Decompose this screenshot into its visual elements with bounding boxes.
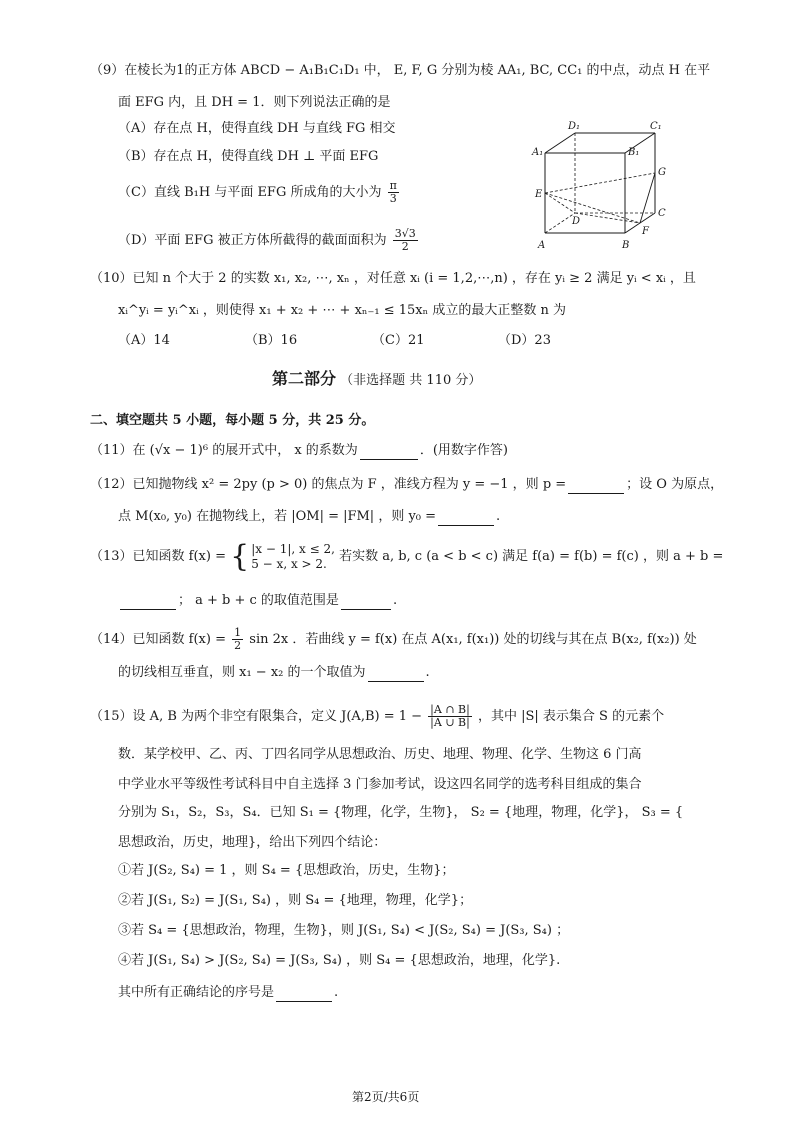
q15-line2: 数．某学校甲、乙、丙、丁四名同学从思想政治、历史、地理、物理、化学、生物这 6 门高	[118, 747, 642, 762]
q12-line1	[90, 476, 723, 494]
line-g-f	[640, 173, 655, 223]
label-b1: B₁	[628, 147, 640, 158]
line-d-f	[575, 213, 640, 223]
part-two-heading	[272, 370, 481, 390]
q12-line1-before: （12）已知抛物线 x² = 2py (p > 0) 的焦点为 F ，准线方程为 y = −1 ，则 p =	[90, 477, 567, 492]
q15-line1	[90, 702, 664, 732]
q13-line2-mid: ； a + b + c 的取值范围是	[178, 593, 339, 608]
edge-a-d-hidden	[545, 213, 575, 233]
line-e-d	[545, 193, 575, 213]
q14-answer-blank[interactable]	[368, 667, 424, 682]
q9-option-d-text: （D）平面 EFG 被正方体所截得的截面面积为	[118, 233, 387, 248]
q15-final-before: 其中所有正确结论的序号是	[118, 985, 275, 1000]
q15-conclusion-1: ①若 J(S₂, S₄) = 1 ，则 S₄ = {思想政治，历史，生物}；	[118, 863, 455, 878]
q14-line1	[90, 626, 697, 654]
q10-option-d: （D）23	[498, 333, 551, 348]
label-e: E	[535, 189, 543, 200]
fill-in-section-header: 二、填空题共 5 小题，每小题 5 分，共 25 分。	[90, 413, 375, 428]
q9-option-d	[118, 228, 420, 253]
q15-final-after: .	[334, 985, 339, 1000]
q14-line2-before: 的切线相互垂直，则 x₁ − x₂ 的一个取值为	[118, 665, 366, 680]
q11-text-before: （11）在 (√x − 1)⁶ 的展开式中， x 的系数为	[90, 443, 358, 458]
q13-blank-range[interactable]	[341, 595, 391, 610]
q14-numerator: 1	[234, 626, 242, 639]
q15-suffix: ，其中 |S| 表示集合 S 的元素个	[477, 709, 665, 724]
q14-prefix: （14）已知函数 f(x) =	[90, 632, 226, 647]
q12-line2-before: 点 M(x₀, y₀) 在抛物线上，若 |OM| = |FM| ，则 y₀ =	[118, 509, 437, 524]
q10-stem-line1: （10）已知 n 个大于 2 的实数 x₁, x₂, ⋯, xₙ ，对任意 xᵢ (i = 1,2,⋯,n) ，存在 yᵢ ≥ 2 满足 yᵢ < xᵢ ，且	[90, 271, 696, 286]
q15-answer-blank[interactable]	[276, 987, 332, 1002]
part-two-title: 第二部分	[272, 369, 337, 388]
q11-answer-blank[interactable]	[360, 445, 418, 460]
q15-final	[118, 984, 338, 1002]
label-a1: A₁	[532, 147, 544, 158]
line-e-g	[545, 173, 655, 193]
label-c1: C₁	[650, 121, 662, 132]
cube-figure	[530, 118, 680, 258]
q13-line2-end: .	[392, 593, 398, 608]
q12-line2-after: .	[496, 509, 501, 524]
q9-option-c-fraction	[388, 180, 399, 205]
q9-option-a: （A）存在点 H，使得直线 DH 与直线 FG 相交	[118, 121, 396, 136]
q15-conclusion-3: ③若 S₄ = {思想政治，物理，生物}，则 J(S₁, S₄) < J(S₂, S₄) = J(S₃, S₄) ；	[118, 923, 570, 938]
q11	[90, 442, 508, 460]
q15-line5: 思想政治，历史，地理}，给出下列四个结论：	[118, 835, 387, 850]
q13-case2: 5 − x, x > 2.	[251, 556, 327, 571]
label-a: A	[538, 240, 546, 251]
label-g: G	[658, 167, 666, 178]
q14-fraction	[232, 627, 243, 652]
label-b: B	[622, 240, 630, 251]
q10-option-c: （C）21	[372, 333, 425, 348]
q9-option-c-denominator: 3	[389, 192, 397, 205]
q9-option-b: （B）存在点 H，使得直线 DH ⊥ 平面 EFG	[118, 149, 379, 164]
q15-conclusion-2: ②若 J(S₁, S₂) = J(S₁, S₄) ，则 S₄ = {地理，物理，化学}；	[118, 893, 473, 908]
q11-text-after: ．(用数字作答)	[419, 443, 508, 458]
q15-denominator: |A ∪ B|	[430, 716, 470, 729]
q14-line2-after: .	[425, 665, 430, 680]
q15-line3: 中学业水平等级性考试科目中自主选择 3 门参加考试，设这四名同学的选考科目组成的集合	[118, 777, 642, 792]
line-e-f	[545, 193, 640, 223]
q9-option-d-fraction	[393, 228, 418, 253]
q9-option-c	[118, 180, 401, 205]
q13-brace: {	[230, 538, 250, 574]
q13-line2	[118, 592, 397, 610]
edge-a1-d1	[545, 133, 575, 153]
q10-option-a: （A）14	[118, 333, 170, 348]
q13-cases	[251, 542, 335, 572]
q15-numerator: |A ∩ B|	[430, 703, 470, 716]
page-footer: 第2页/共6页	[352, 1090, 420, 1104]
label-d: D	[572, 216, 581, 227]
q10-option-b: （B）16	[245, 333, 298, 348]
q13-line1	[90, 540, 723, 574]
q9-option-c-numerator: π	[389, 179, 397, 192]
label-f: F	[642, 226, 649, 237]
q9-option-c-text: （C）直线 B₁H 与平面 EFG 所成角的大小为	[118, 185, 382, 200]
q12-blank-y0[interactable]	[438, 511, 494, 526]
q13-prefix: （13）已知函数 f(x) =	[90, 549, 226, 564]
q9-option-d-numerator: 3√3	[394, 227, 416, 240]
q15-conclusion-4: ④若 J(S₁, S₄) > J(S₂, S₄) = J(S₃, S₄) ，则 S₄ = {思想政治，地理，化学}.	[118, 953, 561, 968]
q12-line2	[118, 508, 500, 526]
q14-line2	[118, 664, 430, 682]
q10-stem-line2: xᵢ^yᵢ = yᵢ^xᵢ ，则使得 x₁ + x₂ + ⋯ + xₙ₋₁ ≤ 15xₙ 成立的最大正整数 n 为	[118, 303, 567, 318]
q14-suffix: sin 2x ．若曲线 y = f(x) 在点 A(x₁, f(x₁)) 处的切线与其在点 B(x₂, f(x₂)) 处	[249, 632, 697, 647]
label-c: C	[658, 208, 666, 219]
q12-blank-p[interactable]	[568, 479, 624, 494]
q12-line1-after: ；设 O 为原点，	[626, 477, 724, 492]
label-d1: D₁	[568, 121, 581, 132]
q15-line4: 分别为 S₁，S₂，S₃，S₄．已知 S₁ = {物理，化学，生物}， S₂ = {地理，物理，化学}， S₃ = {	[118, 805, 684, 820]
q9-stem-line1: （9）在棱长为1的正方体 ABCD − A₁B₁C₁D₁ 中， E, F, G 分别为棱 AA₁, BC, CC₁ 的中点，动点 H 在平	[90, 63, 711, 78]
part-two-subtitle: （非选择题 共 110 分）	[340, 373, 482, 388]
q13-case1: |x − 1|, x ≤ 2,	[251, 541, 335, 556]
q13-blank-sum-ab[interactable]	[120, 595, 176, 610]
q9-stem-line2: 面 EFG 内，且 DH = 1．则下列说法正确的是	[118, 95, 391, 110]
q15-prefix: （15）设 A, B 为两个非空有限集合，定义 J(A,B) = 1 −	[90, 709, 423, 724]
q15-fraction	[428, 704, 472, 729]
q14-denominator: 2	[234, 639, 242, 652]
q13-suffix: 若实数 a, b, c (a < b < c) 满足 f(a) = f(b) = f(c) ，则 a + b =	[339, 549, 724, 564]
q9-option-d-denominator: 2	[401, 240, 409, 253]
